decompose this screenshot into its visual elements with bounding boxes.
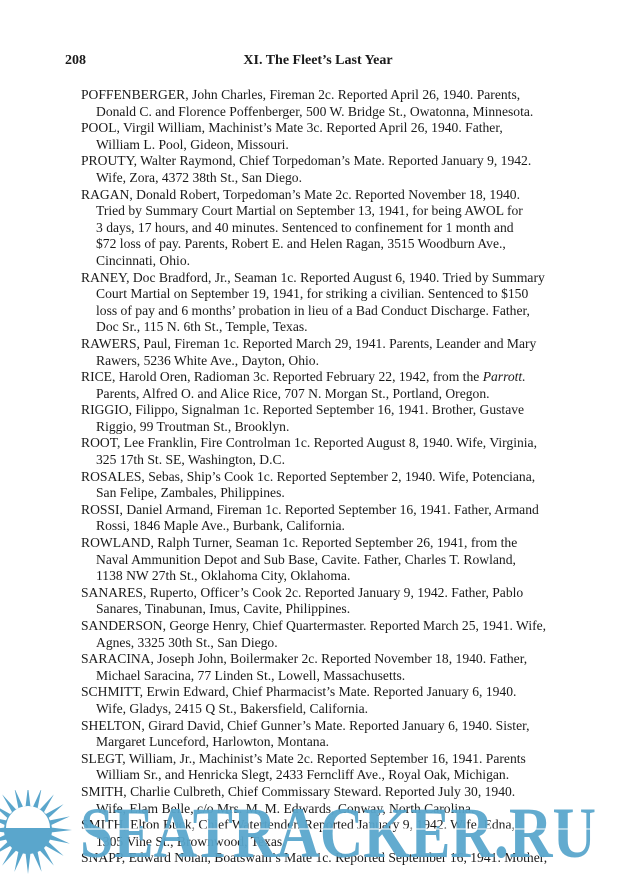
- entry-line: [81, 353, 561, 370]
- entry-line: [81, 236, 561, 253]
- watermark-text: SEATRACKER.RU: [80, 793, 596, 873]
- running-title: XI. The Fleet’s Last Year: [243, 53, 393, 68]
- entry-text: 325 17th St. SE, Washington, D.C.: [96, 452, 285, 468]
- entry-line: [81, 203, 561, 220]
- entry-text: Parents, Alfred O. and Alice Rice, 707 N. Morgan St., Portland, Oregon.: [96, 385, 490, 401]
- entry-text: Donald C. and Florence Poffenberger, 500 W. Bridge St., Owatonna, Minnesota.: [96, 103, 534, 119]
- entry-line: [81, 734, 561, 751]
- roster-entry: [81, 784, 561, 817]
- roster-entry: [81, 817, 561, 850]
- entry-line: [81, 552, 561, 569]
- entry-text: ROSALES, Sebas, Ship’s Cook 1c. Reported September 2, 1940. Wife, Potenciana,: [81, 468, 536, 484]
- roster-entry: [81, 585, 561, 618]
- roster-entry: [81, 718, 561, 751]
- ship-name: Parrott.: [482, 369, 526, 385]
- entry-text: Cincinnati, Ohio.: [96, 252, 191, 268]
- entry-text: Michael Saracina, 77 Linden St., Lowell, Massachusetts.: [96, 667, 406, 683]
- entry-text: RANEY, Doc Bradford, Jr., Seaman 1c. Reported August 6, 1940. Tried by Summary: [81, 269, 545, 285]
- roster-entry: [81, 87, 561, 120]
- roster-entry: [81, 187, 561, 270]
- roster-entry: [81, 618, 561, 651]
- roster-entry: [81, 684, 561, 717]
- entry-line: [81, 535, 561, 552]
- entry-text: RIGGIO, Filippo, Signalman 1c. Reported September 16, 1941. Brother, Gustave: [81, 402, 525, 418]
- roster-entry: [81, 535, 561, 585]
- entry-text: Doc Sr., 115 N. 6th St., Temple, Texas.: [96, 319, 308, 335]
- entry-line: [81, 817, 561, 834]
- entry-text: San Felipe, Zambales, Philippines.: [96, 485, 285, 501]
- roster-entry: [81, 120, 561, 153]
- entry-text: Sanares, Tinabunan, Imus, Cavite, Philippines.: [96, 601, 351, 617]
- entry-line: [81, 469, 561, 486]
- entry-line: [81, 336, 561, 353]
- entry-text: SMITH, Elton Buck, Chief Watertender. Reported January 9, 1942. Wife, Edna,: [81, 817, 515, 833]
- entry-line: [81, 153, 561, 170]
- roster-entry: [81, 369, 561, 402]
- entry-line: [81, 701, 561, 718]
- entry-line: [81, 369, 561, 386]
- entry-text: SCHMITT, Erwin Edward, Chief Pharmacist’s Mate. Reported January 6, 1940.: [81, 684, 517, 700]
- entry-text: POFFENBERGER, John Charles, Fireman 2c. Reported April 26, 1940. Parents,: [81, 87, 521, 102]
- entry-text: Riggio, 99 Troutman St., Brooklyn.: [96, 418, 290, 434]
- entry-line: [81, 104, 561, 121]
- roster-entry: [81, 502, 561, 535]
- entry-line: [81, 718, 561, 735]
- entry-text: William L. Pool, Gideon, Missouri.: [96, 136, 289, 152]
- entry-text: Agnes, 3325 30th St., San Diego.: [96, 634, 278, 650]
- roster-entry: [81, 402, 561, 435]
- entry-text: PROUTY, Walter Raymond, Chief Torpedoman’s Mate. Reported January 9, 1942.: [81, 153, 532, 169]
- entry-line: [81, 452, 561, 469]
- entry-line: [81, 635, 561, 652]
- entry-text: SHELTON, Girard David, Chief Gunner’s Mate. Reported January 6, 1940. Sister,: [81, 717, 530, 733]
- roster-entry: [81, 153, 561, 186]
- entry-line: [81, 585, 561, 602]
- entry-line: [81, 253, 561, 270]
- entry-text: ROSSI, Daniel Armand, Fireman 1c. Reported September 16, 1941. Father, Armand: [81, 501, 539, 517]
- entry-text: Naval Ammunition Depot and Sub Base, Cavite. Father, Charles T. Rowland,: [96, 551, 516, 567]
- entry-line: [81, 668, 561, 685]
- entry-text: Wife, Zora, 4372 38th St., San Diego.: [96, 169, 302, 185]
- roster-entry: [81, 435, 561, 468]
- roster-entry: [81, 651, 561, 684]
- entry-line: [81, 170, 561, 187]
- roster-entry: [81, 469, 561, 502]
- entry-text: Wife, Elam Belle, c/o Mrs. M. M. Edwards, Conway, North Carolina.: [96, 800, 475, 816]
- sun-logo-icon: [0, 790, 72, 874]
- entry-text: Wife, Gladys, 2415 Q St., Bakersfield, California.: [96, 700, 369, 716]
- entry-text: loss of pay and 6 months’ probation in lieu of a Bad Conduct Discharge. Father,: [96, 302, 530, 318]
- entry-line: [81, 801, 561, 818]
- entry-text: SANDERSON, George Henry, Chief Quartermaster. Reported March 25, 1941. Wife,: [81, 618, 547, 633]
- entry-line: [81, 651, 561, 668]
- roster-entry: [81, 270, 561, 336]
- entry-line: [81, 402, 561, 419]
- entry-text: 3 days, 17 hours, and 40 minutes. Sentenced to confinement for 1 month and: [96, 219, 514, 235]
- entry-line: [81, 319, 561, 336]
- entry-line: [81, 518, 561, 535]
- entry-text: POOL, Virgil William, Machinist’s Mate 3c. Reported April 26, 1940. Father,: [81, 120, 503, 136]
- entry-text: RAGAN, Donald Robert, Torpedoman’s Mate 2c. Reported November 18, 1940.: [81, 186, 521, 202]
- entry-text: William Sr., and Henricka Slegt, 2433 Ferncliff Ave., Royal Oak, Michigan.: [96, 767, 510, 783]
- entry-text: Court Martial on September 19, 1941, for striking a civilian. Sentenced to $150: [96, 286, 529, 302]
- entry-text: RAWERS, Paul, Fireman 1c. Reported March 29, 1941. Parents, Leander and Mary: [81, 335, 537, 351]
- page-number: 208: [65, 53, 86, 68]
- entry-text: Rawers, 5236 White Ave., Dayton, Ohio.: [96, 352, 320, 368]
- entry-line: [81, 419, 561, 436]
- entry-text: SANARES, Ruperto, Officer’s Cook 2c. Reported January 9, 1942. Father, Pablo: [81, 584, 524, 600]
- entry-line: [81, 502, 561, 519]
- entry-line: [81, 286, 561, 303]
- entry-line: [81, 850, 561, 867]
- entry-line: [81, 435, 561, 452]
- entry-text: SLEGT, William, Jr., Machinist’s Mate 2c. Reported September 16, 1941. Parents: [81, 750, 526, 766]
- entry-line: [81, 303, 561, 320]
- entry-text: ROWLAND, Ralph Turner, Seaman 1c. Reported September 26, 1941, from the: [81, 535, 518, 551]
- entry-line: [81, 386, 561, 403]
- entry-text: Margaret Lunceford, Harlowton, Montana.: [96, 734, 330, 750]
- entry-line: [81, 618, 561, 635]
- entry-line: [81, 601, 561, 618]
- entry-text: Rossi, 1846 Maple Ave., Burbank, California.: [96, 518, 345, 534]
- roster-entry: [81, 751, 561, 784]
- entry-line: [81, 684, 561, 701]
- entry-text: SNAPP, Edward Nolan, Boatswain’s Mate 1c. Reported September 16, 1941. Mother,: [81, 850, 548, 866]
- crew-roster-list: [81, 87, 561, 867]
- entry-line: [81, 568, 561, 585]
- entry-text: SARACINA, Joseph John, Boilermaker 2c. Reported November 18, 1940. Father,: [81, 651, 528, 667]
- entry-line: [81, 834, 561, 851]
- entry-text: Tried by Summary Court Martial on September 13, 1941, for being AWOL for: [96, 203, 523, 219]
- entry-line: [81, 767, 561, 784]
- entry-line: [81, 751, 561, 768]
- entry-text: ROOT, Lee Franklin, Fire Controlman 1c. Reported August 8, 1940. Wife, Virginia,: [81, 435, 537, 451]
- entry-text: SMITH, Charlie Culbreth, Chief Commissary Steward. Reported July 30, 1940.: [81, 783, 516, 799]
- entry-line: [81, 120, 561, 137]
- entry-line: [81, 485, 561, 502]
- roster-entry: [81, 850, 561, 867]
- entry-line: [81, 137, 561, 154]
- entry-text: 1305 Vine St., Brownwood, Texas.: [96, 833, 286, 849]
- entry-text: RICE, Harold Oren, Radioman 3c. Reported February 22, 1942, from the: [81, 369, 483, 385]
- roster-entry: [81, 336, 561, 369]
- entry-line: [81, 220, 561, 237]
- entry-line: [81, 87, 561, 104]
- entry-text: $72 loss of pay. Parents, Robert E. and Helen Ragan, 3515 Woodburn Ave.,: [96, 236, 506, 252]
- entry-line: [81, 270, 561, 287]
- entry-text: 1138 NW 27th St., Oklahoma City, Oklahoma.: [96, 568, 351, 584]
- entry-line: [81, 784, 561, 801]
- entry-line: [81, 187, 561, 204]
